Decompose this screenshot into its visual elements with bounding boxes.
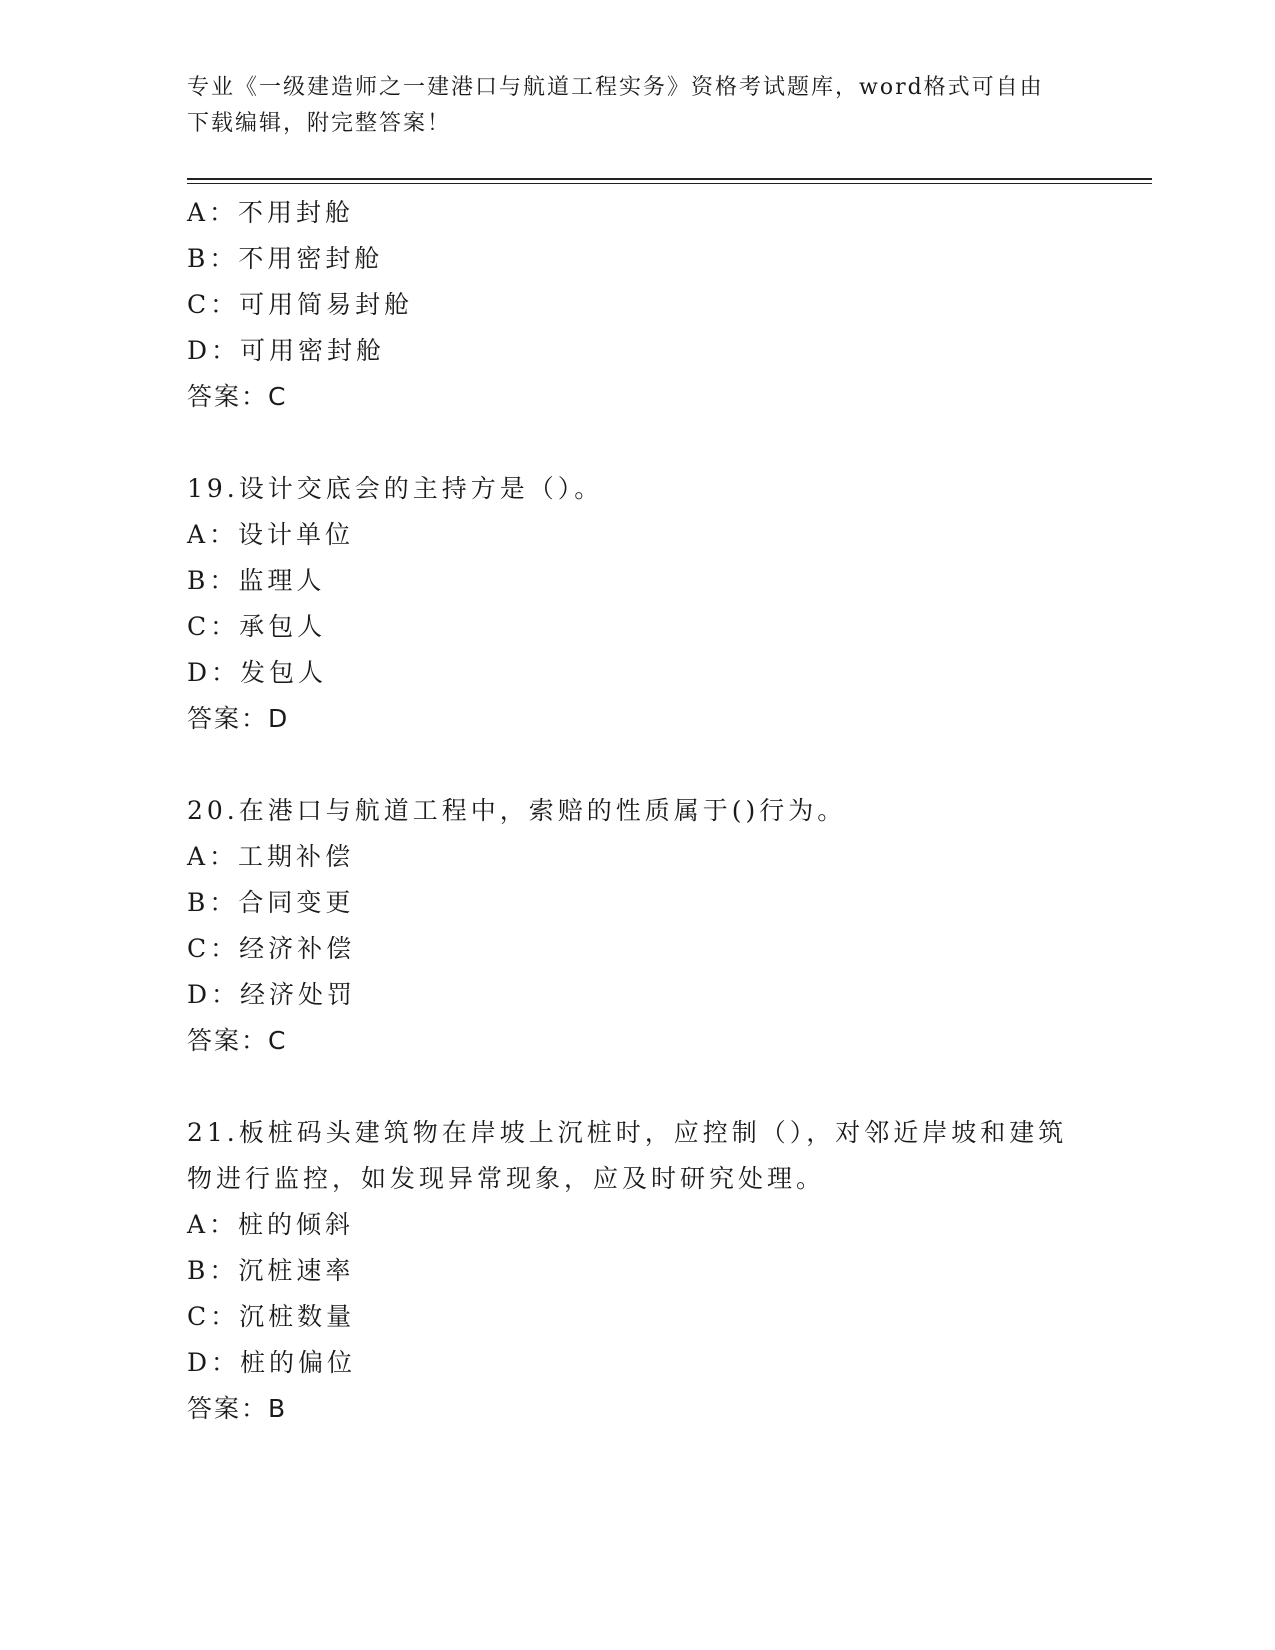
question-20 — [187, 788, 1087, 1064]
question-21 — [187, 1110, 1087, 1432]
question-18 — [187, 190, 1087, 420]
header-line-1: 专业《一级建造师之一建港口与航道工程实务》资格考试题库，word格式可自由 — [187, 75, 1044, 100]
answer: 答案：B — [187, 1394, 288, 1423]
question-19 — [187, 466, 1087, 742]
spacer — [187, 742, 1087, 788]
option-c: C：承包人 — [187, 612, 327, 641]
option-c: C：可用简易封舱 — [187, 290, 414, 319]
header-line-2: 下载编辑，附完整答案！ — [187, 111, 452, 136]
option-c: C：沉桩数量 — [187, 1302, 356, 1331]
question-stem-line-2: 物进行监控，如发现异常现象，应及时研究处理。 — [187, 1164, 826, 1193]
option-a: A：不用封舱 — [187, 198, 355, 227]
option-a: A：桩的倾斜 — [187, 1210, 355, 1239]
option-a: A：工期补偿 — [187, 842, 355, 871]
header-divider-thin — [187, 183, 1152, 184]
option-b: B：监理人 — [187, 566, 326, 595]
option-c: C：经济补偿 — [187, 934, 356, 963]
option-b: B：合同变更 — [187, 888, 355, 917]
question-list — [187, 190, 1087, 1432]
question-stem: 19.设计交底会的主持方是（）。 — [187, 474, 604, 503]
document-header — [187, 70, 1087, 142]
answer: 答案：D — [187, 704, 290, 733]
option-b: B：沉桩速率 — [187, 1256, 355, 1285]
header-divider — [187, 178, 1152, 180]
option-d: D：桩的偏位 — [187, 1348, 357, 1377]
question-stem: 20.在港口与航道工程中，索赔的性质属于()行为。 — [187, 796, 847, 825]
option-b: B：不用密封舱 — [187, 244, 384, 273]
option-d: D：可用密封舱 — [187, 336, 386, 365]
question-stem-line-1: 21.板桩码头建筑物在岸坡上沉桩时，应控制（），对邻近岸坡和建筑 — [187, 1118, 1068, 1147]
spacer — [187, 420, 1087, 466]
spacer — [187, 1064, 1087, 1110]
option-d: D：发包人 — [187, 658, 328, 687]
answer: 答案：C — [187, 382, 288, 411]
answer: 答案：C — [187, 1026, 288, 1055]
option-a: A：设计单位 — [187, 520, 355, 549]
option-d: D：经济处罚 — [187, 980, 357, 1009]
